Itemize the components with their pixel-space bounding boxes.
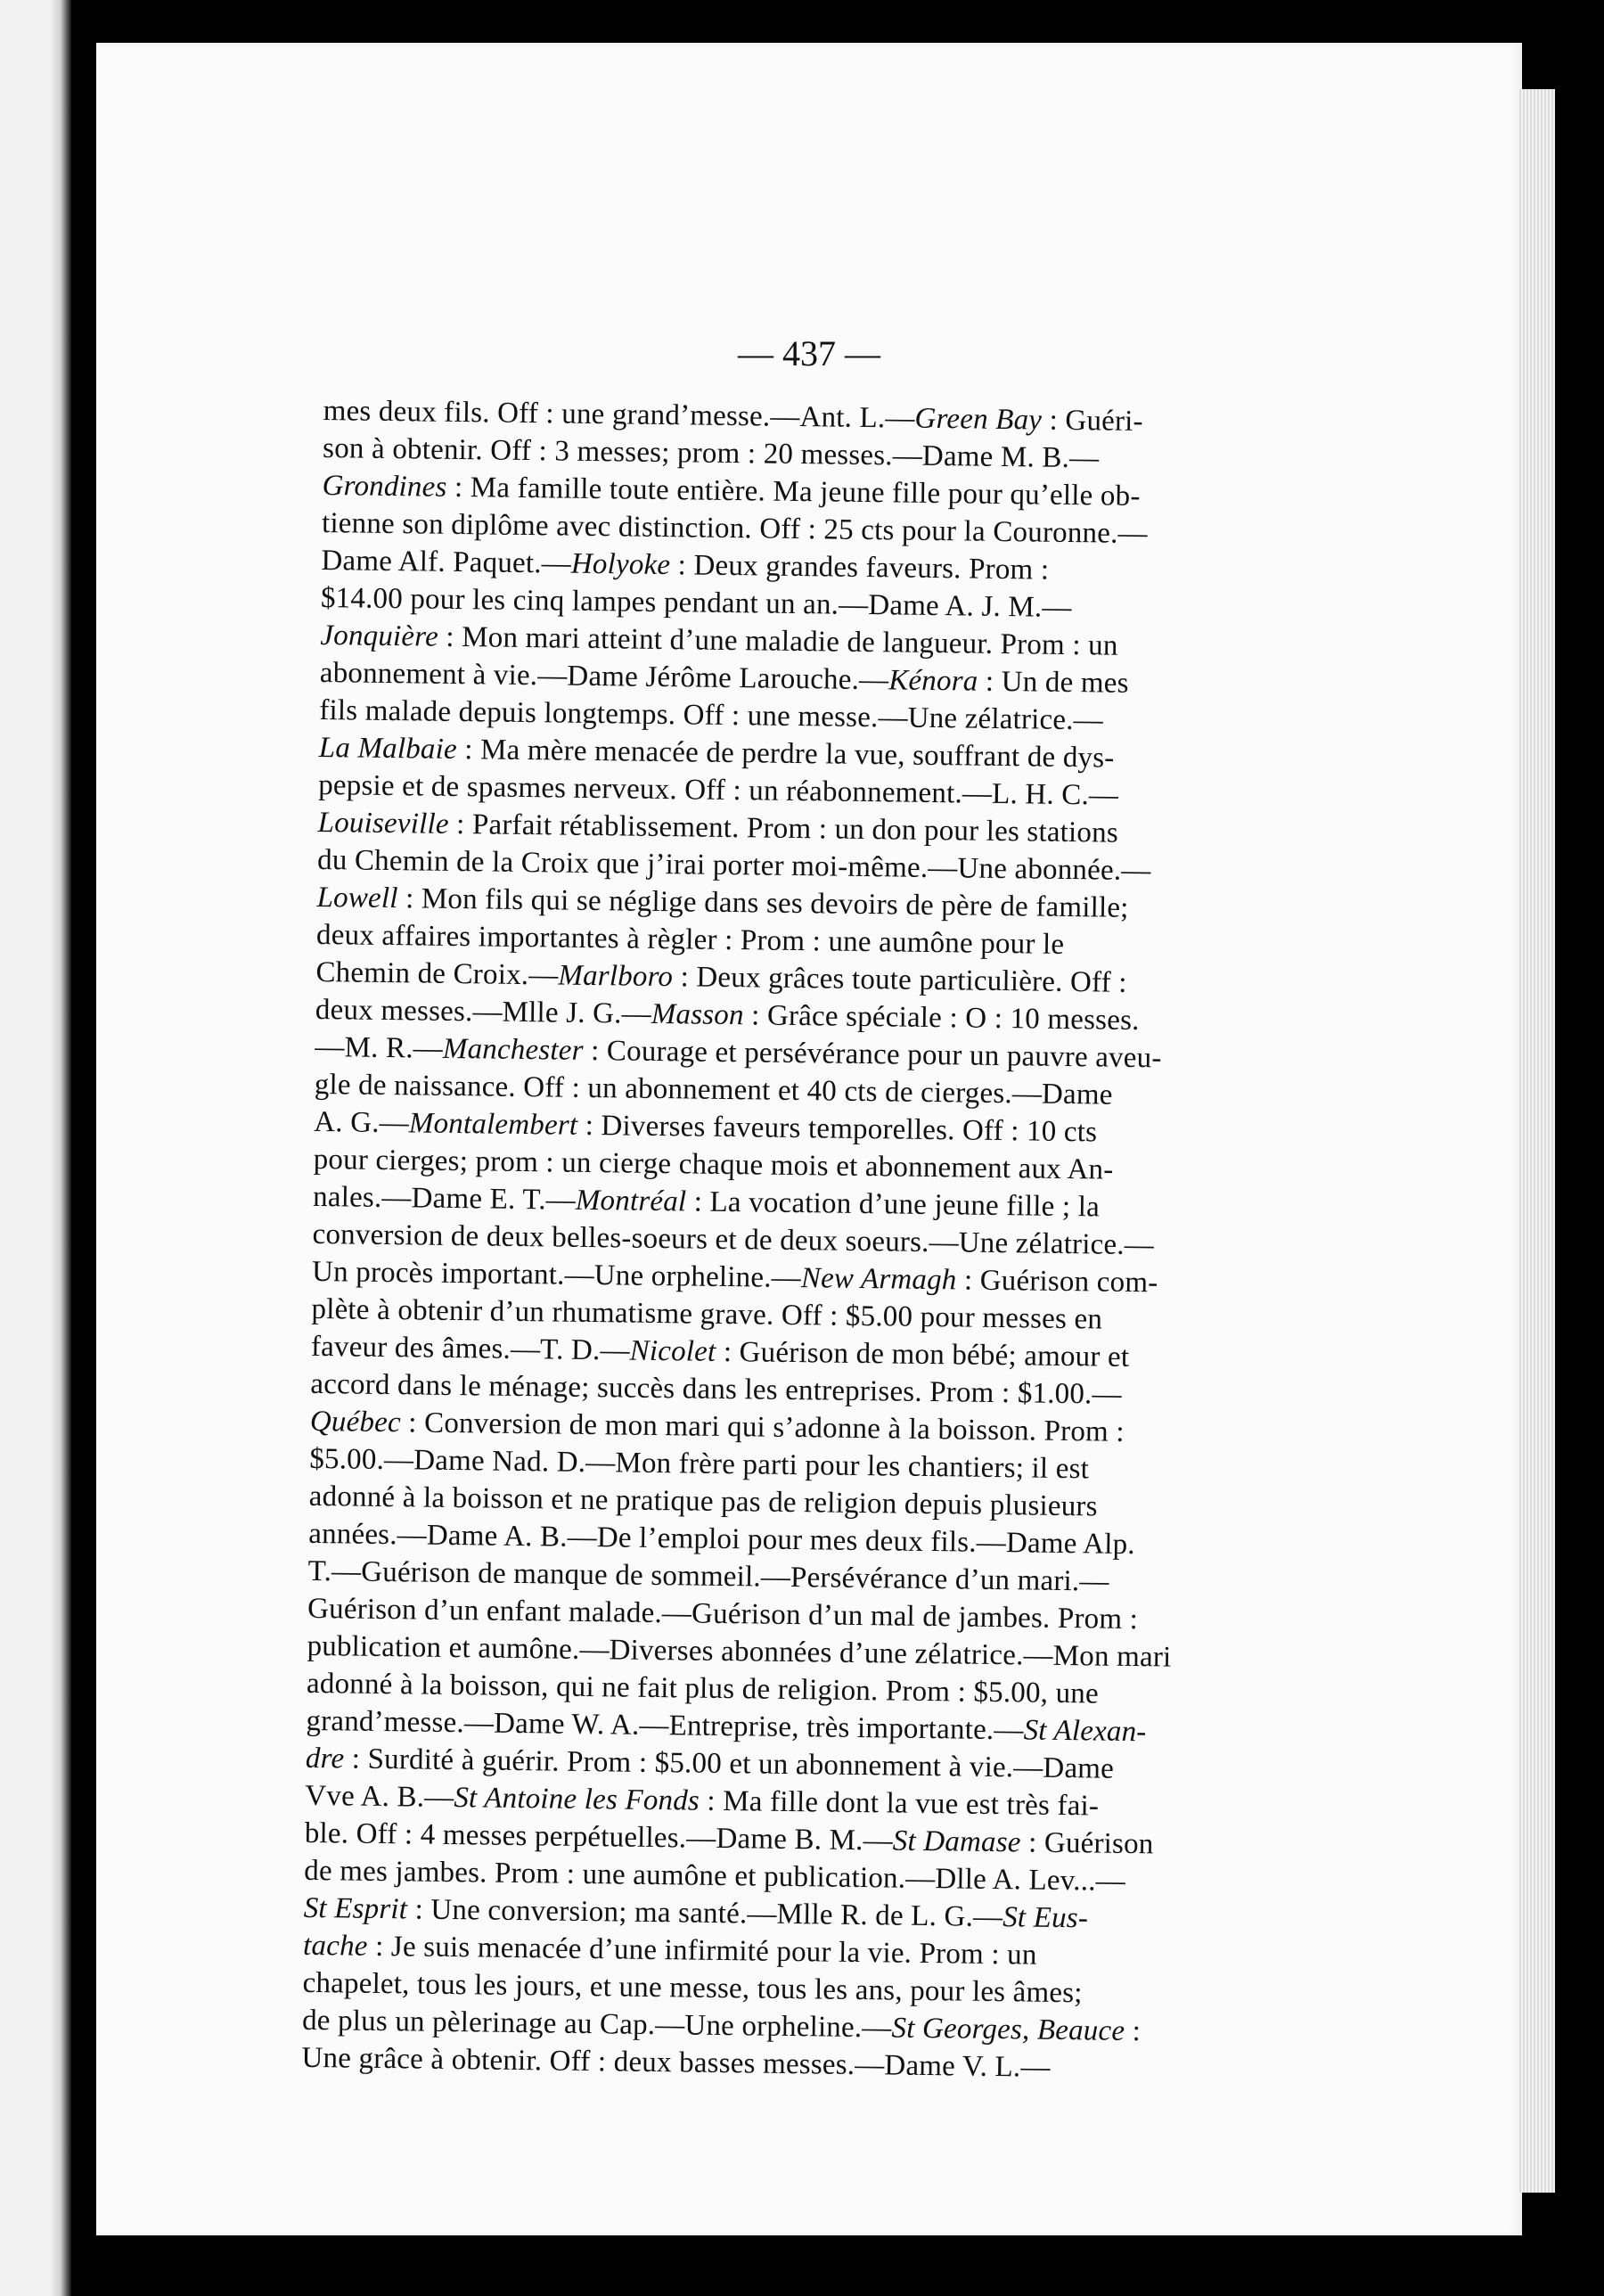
text-segment: du Chemin de la Croix que j’irai porter moi-même.—Une abonnée.— bbox=[316, 843, 1151, 888]
text-segment: : Ma famille toute entière. Ma jeune fille pour qu’elle ob- bbox=[446, 471, 1141, 513]
place-name: St Alexan- bbox=[1023, 1714, 1147, 1749]
text-segment: : Un de mes bbox=[978, 665, 1129, 700]
text-segment: Chemin de Croix.— bbox=[315, 955, 559, 992]
text-segment: adonné à la boisson et ne pratique pas de religion depuis plusieurs bbox=[308, 1480, 1098, 1523]
place-name: Nicolet bbox=[629, 1334, 716, 1368]
text-segment: : Guérison de mon bébé; amour et bbox=[716, 1335, 1130, 1374]
text-segment: : Ma fille dont la vue est très fai- bbox=[699, 1784, 1100, 1823]
text-segment: : Deux grâces toute particulière. Off : bbox=[672, 961, 1127, 999]
text-segment: nales.—Dame E. T.— bbox=[312, 1180, 577, 1217]
place-name: St Damase bbox=[892, 1824, 1021, 1859]
text-segment: fils malade depuis longtemps. Off : une messe.—Une zélatrice.— bbox=[319, 693, 1104, 737]
text-segment: : Surdité à guérir. Prom : $5.00 et un abonnement à vie.—Dame bbox=[344, 1742, 1115, 1785]
place-name: New Armagh bbox=[800, 1262, 957, 1297]
place-name: Grondines bbox=[322, 469, 447, 504]
text-segment: : Deux grandes faveurs. Prom : bbox=[669, 549, 1050, 586]
text-segment: son à obtenir. Off : 3 messes; prom : 20 messes.—Dame M. B.— bbox=[322, 431, 1100, 475]
text-segment: Une grâce à obtenir. Off : deux basses messes.—Dame V. L.— bbox=[301, 2041, 1051, 2084]
text-segment: : Diverses faveurs temporelles. Off : 10 cts bbox=[577, 1109, 1098, 1149]
place-name: Montalembert bbox=[408, 1107, 578, 1142]
text-segment: : Parfait rétablissement. Prom : un don pour les stations bbox=[448, 808, 1119, 849]
place-name: Holyoke bbox=[570, 547, 671, 582]
text-segment: : Guérison bbox=[1020, 1826, 1154, 1861]
text-segment: accord dans le ménage; succès dans les entreprises. Prom : $1.00.— bbox=[310, 1367, 1122, 1411]
text-segment: : Mon mari atteint d’une maladie de langueur. Prom : un bbox=[438, 620, 1118, 662]
place-name: Kénora bbox=[888, 664, 978, 698]
text-segment: : Je suis menacée d’une infirmité pour la vie. Prom : un bbox=[367, 1930, 1037, 1972]
page-stack-edge bbox=[1519, 89, 1555, 2193]
text-segment: de plus un pèlerinage au Cap.—Une orpheline.— bbox=[301, 2004, 892, 2045]
text-segment: abonnement à vie.—Dame Jérôme Larouche.— bbox=[319, 656, 889, 697]
place-name: Manchester bbox=[442, 1032, 584, 1067]
text-segment: publication et aumône.—Diverses abonnées d’une zélatrice.—Mon mari bbox=[307, 1629, 1172, 1674]
text-segment: années.—Dame A. B.—De l’emploi pour mes deux fils.—Dame Alp. bbox=[307, 1517, 1135, 1562]
text-segment: mes deux fils. Off : une grand’messe.—Ant. L.— bbox=[323, 394, 915, 435]
place-name: St Esprit bbox=[303, 1891, 408, 1926]
text-segment: : La vocation d’une jeune fille ; la bbox=[686, 1185, 1101, 1224]
text-segment: ble. Off : 4 messes perpétuelles.—Dame B. M.— bbox=[304, 1816, 894, 1857]
text-segment: conversion de deux belles-soeurs et de deux soeurs.—Une zélatrice.— bbox=[312, 1218, 1155, 1262]
place-name: Louiseville bbox=[317, 806, 449, 840]
place-name: St Eus- bbox=[1002, 1901, 1089, 1935]
text-segment: pour cierges; prom : un cierge chaque mois et abonnement aux An- bbox=[313, 1143, 1114, 1186]
text-segment: A. G.— bbox=[314, 1105, 410, 1140]
text-segment: : Conversion de mon mari qui s’adonne à la boisson. Prom : bbox=[400, 1406, 1125, 1448]
text-segment: deux messes.—Mlle J. G.— bbox=[315, 993, 652, 1030]
text-segment: : Guérison com- bbox=[956, 1264, 1158, 1300]
text-segment: : Courage et persévérance pour un pauvre aveu- bbox=[583, 1034, 1162, 1075]
text-segment: faveur des âmes.—T. D.— bbox=[310, 1330, 630, 1367]
text-segment: T.—Guérison de manque de sommeil.—Persévérance d’un mari.— bbox=[307, 1554, 1109, 1598]
text-segment: adonné à la boisson, qui ne fait plus de religion. Prom : $5.00, une bbox=[306, 1667, 1100, 1710]
place-name: St Georges, Beauce bbox=[891, 2012, 1125, 2047]
text-segment: Vve A. B.— bbox=[305, 1779, 454, 1815]
text-segment: : Grâce spéciale : O : 10 messes. bbox=[743, 999, 1140, 1037]
book-page bbox=[96, 43, 1522, 2235]
text-segment: deux affaires importantes à règler : Prom : une aumône pour le bbox=[315, 918, 1065, 961]
place-name: tache bbox=[302, 1929, 368, 1963]
text-segment: grand’messe.—Dame W. A.—Entreprise, très importante.— bbox=[306, 1704, 1024, 1747]
place-name: Lowell bbox=[316, 881, 398, 915]
place-name: Montréal bbox=[575, 1184, 687, 1218]
place-name: Marlboro bbox=[558, 959, 674, 994]
text-segment: Un procès important.—Une orpheline.— bbox=[311, 1255, 802, 1295]
text-segment: pepsie et de spasmes nerveux. Off : un réabonnement.—L. H. C.— bbox=[317, 768, 1119, 812]
text-segment: tienne son diplôme avec distinction. Off : 25 cts pour la Couronne.— bbox=[321, 506, 1148, 551]
place-name: Green Bay bbox=[914, 402, 1043, 437]
text-segment: $14.00 pour les cinq lampes pendant un an.—Dame A. J. M.— bbox=[320, 581, 1072, 625]
text-segment: —M. R.— bbox=[315, 1030, 444, 1065]
text-segment: Guérison d’un enfant malade.—Guérison d’un mal de jambes. Prom : bbox=[307, 1592, 1139, 1636]
page-text bbox=[301, 392, 1330, 2090]
text-segment: gle de naissance. Off : un abonnement et 40 cts de cierges.—Dame bbox=[314, 1068, 1113, 1111]
place-name: La Malbaie bbox=[318, 731, 458, 766]
page-number: — 437 — bbox=[738, 333, 880, 373]
place-name: Québec bbox=[309, 1405, 402, 1439]
text-segment: : Mon fils qui se néglige dans ses devoirs de père de famille; bbox=[397, 882, 1129, 924]
text-segment: de mes jambes. Prom : une aumône et publication.—Dlle A. Lev...— bbox=[304, 1854, 1126, 1898]
place-name: St Antoine les Fonds bbox=[454, 1782, 700, 1817]
text-segment: : Guéri- bbox=[1041, 404, 1143, 439]
place-name: Masson bbox=[651, 997, 744, 1032]
facing-page-edge bbox=[0, 0, 71, 2296]
place-name: dre bbox=[305, 1742, 345, 1775]
text-segment: plète à obtenir d’un rhumatisme grave. Off : $5.00 pour messes en bbox=[311, 1292, 1103, 1336]
text-segment: $5.00.—Dame Nad. D.—Mon frère parti pour les chantiers; il est bbox=[309, 1442, 1090, 1486]
text-segment: : Une conversion; ma santé.—Mlle R. de L. G.— bbox=[406, 1893, 1003, 1934]
text-segment: : bbox=[1124, 2014, 1142, 2048]
text-segment: chapelet, tous les jours, et une messe, tous les ans, pour les âmes; bbox=[302, 1966, 1083, 2010]
text-segment: : Ma mère menacée de perdre la vue, souffrant de dys- bbox=[456, 733, 1115, 775]
text-segment: Dame Alf. Paquet.— bbox=[321, 544, 572, 580]
place-name: Jonquière bbox=[320, 619, 439, 653]
